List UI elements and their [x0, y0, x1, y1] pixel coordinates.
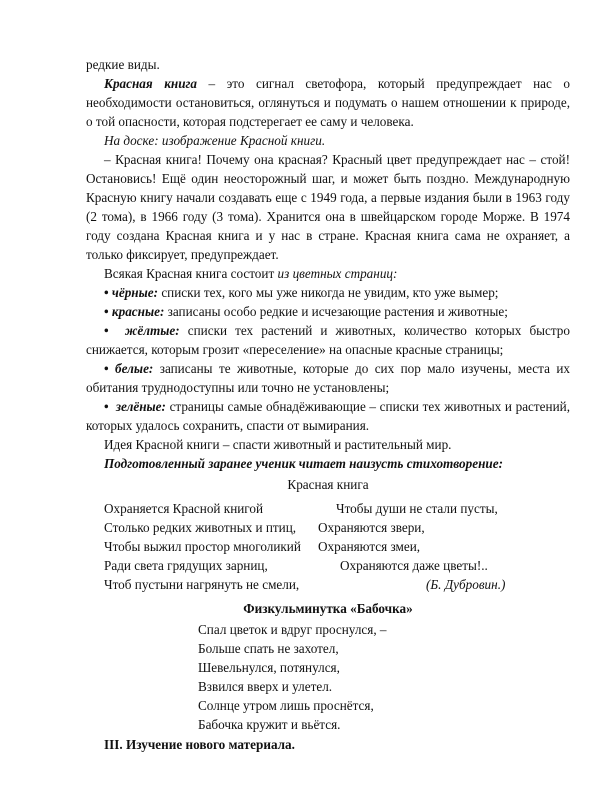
paragraph-student-reads: Подготовленный заранее ученик читает наизусть стихотворение: [104, 456, 503, 471]
fizminutka-line: Солнце утром лишь проснётся, [198, 698, 374, 713]
poem-line: Ради света грядущих зарниц, Охраняются даже цветы!.. [104, 558, 488, 573]
paragraph-pages-intro: Всякая Красная книга состоит из цветных страниц: [104, 266, 398, 281]
section-heading: III. Изучение нового материала. [104, 737, 295, 752]
paragraph-why-red: – Красная книга! Почему она красная? Красный цвет предупреждает нас – стой! Остановись! Ещё один неосторожный шаг, и может быть поздно. Международную Красную книгу начали создавать еще с 1949 года, а первые издания были в 1963 году (2 тома), в 1966 году (3 тома). Хранится она в швейцарском городе Морже. В 1974 году создана Красная книга и у нас в стране. Красная книга сама не охраняет, а только фиксирует, предупреждает. [86, 152, 570, 262]
poem-author: (Б. Дубровин.) [426, 577, 506, 592]
poem-line: Чтоб пустыни нагрянуть не смели, (Б. Дубровин.) [104, 577, 506, 592]
list-item-white: • белые: записаны те животные, которые до сих пор мало изучены, места их обитания труднодоступны или точно не установлены; [86, 361, 571, 395]
list-item-yellow: • жёлтые: списки тех растений и животных, количество которых быстро снижается, которым грозит «переселение» на опасные красные страницы; [86, 323, 570, 357]
list-item-red: • красные: записаны особо редкие и исчезающие растения и животные; [104, 304, 508, 319]
paragraph-intro-end: редкие виды. [86, 57, 160, 72]
fizminutka-line: Больше спать не захотел, [198, 641, 339, 656]
poem-line: Чтобы выжил простор многоликий Охраняются змеи, [104, 539, 421, 554]
poem-line: Охраняется Красной книгой Чтобы души не стали пусты, [104, 501, 498, 516]
fizminutka-line: Взвился вверх и улетел. [198, 679, 333, 694]
fizminutka-poem [198, 620, 570, 734]
poem-title: Красная книга [287, 477, 369, 492]
list-item-green: • зелёные: страницы самые обнадёживающие – списки тех животных и растений, которых удалось сохранить, спасти от вымирания. [86, 399, 570, 433]
document-page [86, 55, 570, 754]
board-note: На доске: изображение Красной книги. [104, 133, 326, 148]
fizminutka-line: Спал цветок и вдруг проснулся, – [198, 622, 387, 637]
paragraph-idea: Идея Красной книги – спасти животный и растительный мир. [104, 437, 452, 452]
list-item-black: • чёрные: списки тех, кого мы уже никогда не увидим, кто уже вымер; [104, 285, 499, 300]
paragraph-red-book-definition: Красная книга – это сигнал светофора, который предупреждает нас о необходимости остановиться, оглянуться и подумать о нашем отношении к природе, о той опасности, которая подстерегает ее саму и человека. [86, 76, 570, 129]
poem-block [86, 499, 570, 594]
fizminutka-title: Физкульминутка «Бабочка» [243, 601, 413, 616]
fizminutka-line: Бабочка кружит и вьётся. [198, 717, 341, 732]
fizminutka-line: Шевельнулся, потянулся, [198, 660, 340, 675]
poem-line: Столько редких животных и птиц, Охраняются звери, [104, 520, 425, 535]
term-red-book: Красная книга [104, 76, 198, 91]
